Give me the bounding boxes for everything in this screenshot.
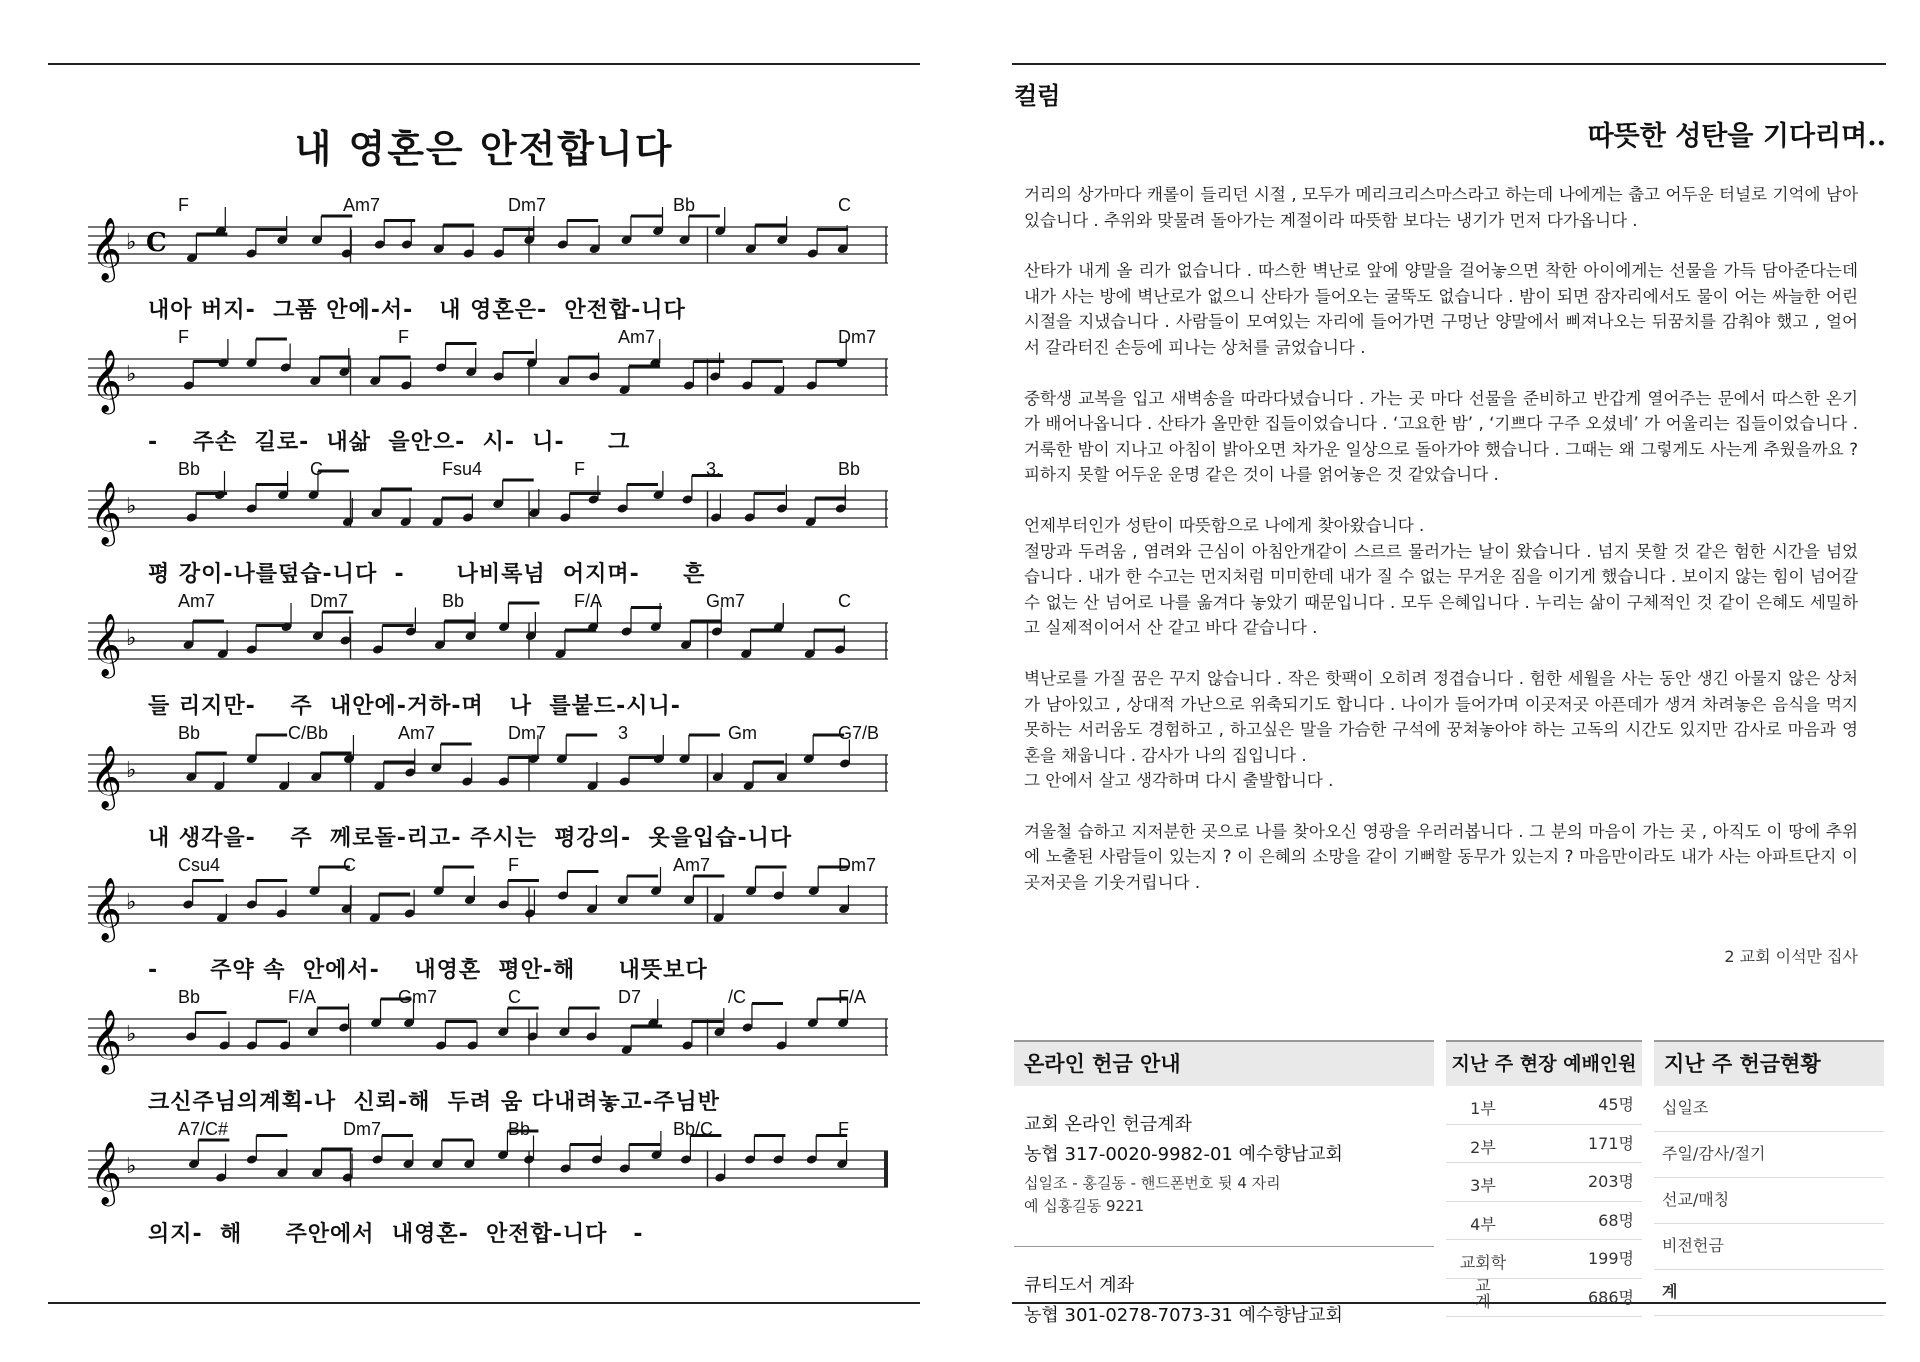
chord-symbol: F/A — [838, 987, 867, 1007]
lyric-line: 내아 버지- 그품 안에-서- 내 영혼은- 안전합-니다 — [148, 298, 686, 323]
music-system — [88, 987, 888, 1119]
table-row — [1446, 1163, 1642, 1202]
chord-symbol: C — [508, 987, 521, 1007]
chord-symbol: C/Bb — [288, 723, 329, 743]
chord-symbol: Gm7 — [706, 591, 746, 611]
music-system — [88, 591, 888, 723]
treble-clef-icon: 𝄞 — [90, 877, 122, 940]
treble-clef-icon: 𝄞 — [90, 745, 122, 808]
flat-icon: ♭ — [126, 626, 137, 651]
table-row: 주일/감사/절기 — [1654, 1132, 1884, 1178]
column-paragraph: 벽난로를 가질 꿈은 꾸지 않습니다 . 작은 핫팩이 오히려 정겹습니다 . 험한 세월을 사는 동안 생긴 아물지 않은 상처가 남아있고 , 상대적 가난으로 위축되기도 합니다 . 나이가 들어가며 이곳저곳 아픈데가 생겨 차려놓은 음식을 먹지 못하는 서러움도 경험하고 , 하고싶은 말을 가슴한 구석에 꿍쳐놓아야 하는 고독의 시간도 있지만 감사로 마음과 영혼을 채웁니다 . 감사가 나의 집입니다 . 그 안에서 살고 생각하며 다시 출발합니다 . — [1024, 668, 1858, 791]
flat-icon: ♭ — [126, 1022, 137, 1047]
staff — [88, 877, 888, 940]
chord-symbol: Am7 — [178, 591, 216, 611]
lyric-line: 내 생각을- 주 께로돌-리고- 주시는 평강의- 옷을입습-니다 — [148, 826, 793, 851]
lyric-line: 평 강이-나를덮습-니다 - 나비록넘 어지며- 흔 — [148, 562, 706, 587]
chord-symbol: Am7 — [618, 327, 656, 347]
music-system — [88, 459, 888, 591]
chord-symbol: C — [838, 195, 851, 215]
chord-symbol: G7/B — [838, 723, 880, 743]
song-title: 내 영혼은 안전합니다 — [294, 127, 674, 171]
account-number: 농협 317-0020-9982-01 예수향남교회 — [1024, 1144, 1343, 1165]
lyric-line: 크신주님의계획-나 신뢰-해 두려 움 다내려놓고-주님반 — [148, 1090, 720, 1115]
column-author: 2 교회 이석만 집사 — [1724, 947, 1858, 966]
music-system — [88, 327, 888, 459]
service-count: 686명 — [1588, 1287, 1634, 1307]
chord-symbol: Am7 — [673, 855, 711, 875]
staff — [88, 1141, 888, 1204]
chord-symbol: F — [398, 327, 409, 347]
music-system — [88, 855, 888, 987]
column-title: 따뜻한 성탄을 기다리며.. — [1587, 121, 1886, 152]
treble-clef-icon: 𝄞 — [90, 349, 122, 412]
table-row: 비전헌금 — [1654, 1224, 1884, 1270]
chord-symbol: C — [310, 459, 323, 479]
lyric-line: 의지- 해 주안에서 내영혼- 안전합-니다 - — [148, 1222, 644, 1247]
flat-icon: ♭ — [126, 494, 137, 519]
staff — [88, 349, 888, 412]
chord-symbol: C — [838, 591, 851, 611]
table-row — [1446, 1086, 1642, 1125]
service-count: 203명 — [1588, 1172, 1634, 1191]
chord-symbol: C — [343, 855, 356, 875]
column-paragraph: 겨울철 습하고 지저분한 곳으로 나를 찾아오신 영광을 우러러봅니다 . 그 분의 마음이 가는 곳 , 아직도 이 땅에 추위에 노출된 사람들이 있는지 ? 이 은혜의 소망을 같이 기뻐할 동무가 있는지 ? 마음만이라도 내가 사는 아파트단지 이곳저곳을 기웃거립니다 . — [1024, 821, 1858, 893]
chord-symbol: Am7 — [343, 195, 381, 215]
service-name: 1부 — [1470, 1099, 1496, 1118]
table-row — [1446, 1202, 1642, 1241]
staff — [88, 1009, 888, 1072]
staff — [88, 481, 888, 544]
service-count: 45명 — [1598, 1095, 1634, 1114]
chord-symbol: 3. — [706, 459, 722, 479]
chord-symbol: A7/C# — [178, 1119, 229, 1139]
online-giving-panel — [1014, 1040, 1434, 1327]
chord-symbol: F/A — [288, 987, 317, 1007]
flat-icon: ♭ — [126, 890, 137, 915]
lyric-line: 들 리지만- 주 내안에-거하-며 나 를붙드-시니- — [148, 694, 681, 719]
chord-symbol: Bb — [178, 987, 201, 1007]
account-example: 예 십홍길동 9221 — [1024, 1197, 1145, 1215]
chord-symbol: F — [178, 195, 189, 215]
chord-symbol: Bb/C — [673, 1119, 714, 1139]
treble-clef-icon: 𝄞 — [90, 1141, 122, 1204]
chord-symbol: F — [574, 459, 585, 479]
table-row: 선교/매칭 — [1654, 1178, 1884, 1224]
chord-symbol: Dm7 — [508, 723, 547, 743]
chord-symbol: Bb — [178, 459, 201, 479]
qt-account-number: 농협 301-0278-7073-31 예수향남교회 — [1024, 1305, 1343, 1326]
treble-clef-icon: 𝄞 — [90, 613, 122, 676]
attendance-panel — [1446, 1040, 1642, 1317]
chord-symbol: 3 — [618, 723, 629, 743]
music-system — [88, 195, 888, 327]
column-paragraph: 거리의 상가마다 캐롤이 들리던 시절 , 모두가 메리크리스마스라고 하는데 나에게는 춥고 어두운 터널로 기억에 남아있습니다 . 추위와 맞물려 돌아가는 계절이라 따뜻함 보다는 냉기가 먼저 다가옵니다 . — [1024, 185, 1858, 230]
offering-heading: 지난 주 헌금현황 — [1654, 1040, 1884, 1086]
divider — [1014, 1246, 1434, 1247]
online-giving-heading: 온라인 헌금 안내 — [1014, 1040, 1434, 1086]
lyric-line: - 주약 속 안에서- 내영혼 평안-해 내뜻보다 — [148, 958, 708, 983]
column-paragraph: 산타가 내게 올 리가 없습니다 . 따스한 벽난로 앞에 양말을 걸어놓으면 착한 아이에게는 선물을 가득 담아준다는데 내가 사는 방에 벽난로가 없으니 산타가 들어오는 굴뚝도 없습니다 . 밤이 되면 잠자리에서도 물이 어는 싸늘한 어린 시절을 지냈습니다 . 사람들이 모여있는 자리에 들어가면 구멍난 양말에서 삐져나오는 뒤꿈치를 감춰야 했고 , 얼어서 갈라터진 손등에 피나는 상처를 긁었습니다 . — [1024, 261, 1858, 357]
column-paragraph: 중학생 교복을 입고 새벽송을 따라다녔습니다 . 가는 곳 마다 선물을 준비하고 반갑게 열어주는 문에서 따스한 온기가 배어나옵니다 . 산타가 올만한 집들이었습니다 . ‘고요한 밤’ , ‘기쁘다 구주 오셨네’ 가 어울리는 집들이었습니다 . 거룩한 밤이 지나고 아침이 밝아오면 차가운 일상으로 돌아가야 했습니다 . 그때는 왜 그렇게도 사는게 추웠을까요 ? 피하지 못할 어두운 운명 같은 것이 나를 얽어놓은 것 같았습니다 . — [1024, 388, 1858, 485]
service-count: 171명 — [1588, 1133, 1634, 1153]
chord-symbol: Bb — [442, 591, 465, 611]
attendance-table — [1446, 1086, 1642, 1317]
service-name: 교회학교 — [1459, 1253, 1507, 1295]
chord-symbol: /C — [728, 987, 746, 1007]
table-row — [1446, 1240, 1642, 1295]
service-name: 계 — [1475, 1291, 1491, 1311]
time-signature: C — [146, 228, 167, 258]
attendance-heading: 지난 주 현장 예배인원 — [1446, 1040, 1642, 1086]
sheet-music-page — [48, 0, 920, 1362]
flat-icon: ♭ — [126, 758, 137, 783]
chord-symbol: F — [838, 1119, 849, 1139]
lyric-line: - 주손 길로- 내삶 을안으- 시- 니- 그 — [148, 430, 631, 455]
chord-symbol: Am7 — [398, 723, 436, 743]
chord-symbol: Dm7 — [838, 855, 877, 875]
chord-symbol: F — [178, 327, 189, 347]
table-row: 계 — [1654, 1270, 1884, 1316]
chord-symbol: Dm7 — [838, 327, 877, 347]
chord-symbol: Dm7 — [343, 1119, 382, 1139]
staff — [88, 613, 888, 676]
chord-symbol: Bb — [508, 1119, 531, 1139]
flat-icon: ♭ — [126, 1154, 137, 1179]
chord-symbol: Dm7 — [310, 591, 349, 611]
service-name: 3부 — [1470, 1176, 1496, 1195]
chord-symbol: Gm7 — [398, 987, 438, 1007]
chord-symbol: Dm7 — [508, 195, 547, 215]
chord-symbol: Bb — [178, 723, 201, 743]
treble-clef-icon: 𝄞 — [90, 1009, 122, 1072]
column-paragraph: 언제부터인가 성탄이 따뜻함으로 나에게 찾아왔습니다 . 절망과 두려움 , 염려와 근심이 아침안개같이 스르르 물러가는 날이 왔습니다 . 넘지 못할 것 같은 험한 시간을 넘었습니다 . 내가 한 수고는 먼지처럼 미미한데 내가 질 수 없는 무거운 짐을 이기게 했습니다 . 보이지 않는 힘이 넘어갈 수 없는 산 넘어로 나를 옮겨다 놓았기 때문입니다 . 모두 은혜입니다 . 누리는 삶이 구체적인 것 같이 은혜도 세밀하고 실제적이어서 산 같고 바다 같습니다 . — [1024, 515, 1858, 638]
chord-symbol: Bb — [673, 195, 696, 215]
treble-clef-icon: 𝄞 — [90, 481, 122, 544]
chord-symbol: D7 — [618, 987, 642, 1007]
staff — [88, 217, 888, 280]
flat-icon: ♭ — [126, 362, 137, 387]
column-body — [1024, 182, 1858, 921]
column-label: 컬럼 — [1014, 81, 1061, 110]
chord-symbol: Gm — [728, 723, 757, 743]
chord-symbol: F — [508, 855, 519, 875]
service-count: 68명 — [1598, 1210, 1634, 1230]
chord-symbol: F/A — [574, 591, 603, 611]
table-row — [1446, 1125, 1642, 1164]
music-system — [88, 1119, 888, 1251]
service-name: 4부 — [1470, 1214, 1496, 1234]
qt-account-label: 큐티도서 계좌 — [1024, 1275, 1135, 1296]
table-row — [1446, 1279, 1642, 1318]
table-row: 십일조 — [1654, 1086, 1884, 1132]
column-page — [1012, 0, 1886, 1362]
chord-symbol: Fsu4 — [442, 459, 483, 479]
account-label: 교회 온라인 헌금계좌 — [1024, 1114, 1192, 1135]
service-count: 199명 — [1588, 1249, 1634, 1268]
account-note: 십일조 - 홍길동 - 핸드폰번호 뒷 4 자리 — [1024, 1174, 1281, 1192]
staff — [88, 745, 888, 808]
flat-icon: ♭ — [126, 230, 137, 255]
music-system — [88, 723, 888, 855]
offering-panel — [1654, 1040, 1884, 1316]
chord-symbol: Csu4 — [178, 855, 221, 875]
service-name: 2부 — [1470, 1137, 1496, 1157]
chord-symbol: Bb — [838, 459, 861, 479]
treble-clef-icon: 𝄞 — [90, 217, 122, 280]
